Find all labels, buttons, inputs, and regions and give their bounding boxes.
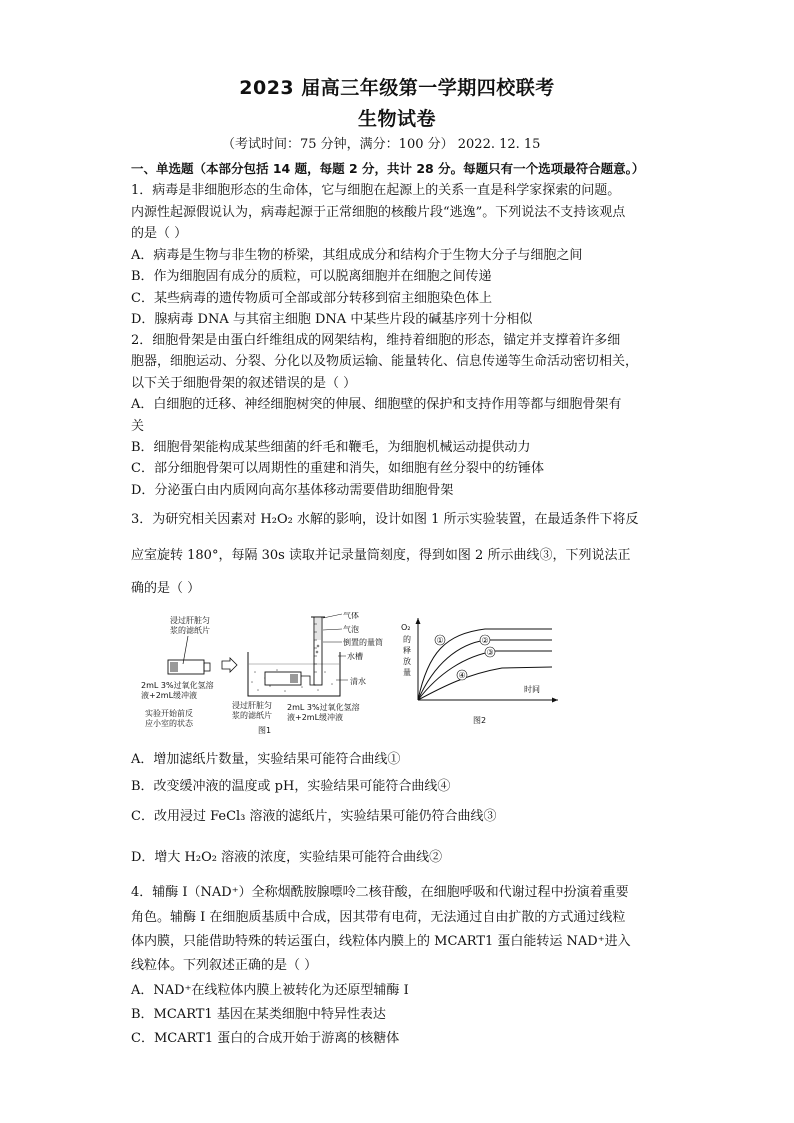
figure1-label-solution-left-2: 液+2mL缓冲液 <box>141 691 198 700</box>
q1-stem-line-3: 的是（ ） <box>131 226 188 241</box>
q1-option-b: B．作为细胞固有成分的质粒，可以脱离细胞并在细胞之间传递 <box>131 269 492 284</box>
q4-stem-line-4: 线粒体。下列叙述正确的是（ ） <box>131 958 318 973</box>
exam-title: 2023 届高三年级第一学期四校联考 <box>239 77 555 99</box>
q1-option-a: A．病毒是生物与非生物的桥梁，其组成成分和结构介于生物大分子与细胞之间 <box>131 248 583 263</box>
q4-stem-line-1: 4．辅酶 I（NAD⁺）全称烟酰胺腺嘌呤二核苷酸，在细胞呼吸和代谢过程中扮演着重要 <box>131 885 629 900</box>
q2-stem-line-1: 2．细胞骨架是由蛋白纤维组成的网架结构，维持着细胞的形态，锚定并支撑着许多细 <box>131 333 621 348</box>
figure1-label-solution-left-1: 2mL 3%过氧化氢溶 <box>141 681 214 690</box>
q3-stem-line-3: 确的是（ ） <box>131 581 201 596</box>
q4-stem-line-3: 体内膜，只能借助特殊的转运蛋白，线粒体内膜上的 MCART1 蛋白能转运 NAD⁺进入 <box>131 934 631 949</box>
q1-stem-line-2: 内源性起源假说认为，病毒起源于正常细胞的核酸片段“逃逸”。下列说法不支持该观点 <box>131 205 626 220</box>
q3-stem-line-2: 应室旋转 180°，每隔 30s 读取并记录量筒刻度，得到如图 2 所示曲线③，下列说法正 <box>131 548 631 563</box>
figure2-graph <box>401 618 558 725</box>
arrow-icon <box>222 658 237 672</box>
q3-option-b: B．改变缓冲液的温度或 pH，实验结果可能符合曲线④ <box>131 779 451 794</box>
q4-stem-line-2: 角色。辅酶 I 在细胞质基质中合成，因其带有电荷，无法通过自由扩散的方式通过线粒 <box>131 910 626 925</box>
curve-label-1: ① <box>436 636 444 645</box>
curve-label-4: ④ <box>458 671 466 680</box>
figure2-ylabel-3: 释 <box>403 646 411 655</box>
q2-option-a-cont: 关 <box>131 419 145 434</box>
q2-stem-line-3: 以下关于细胞骨架的叙述错误的是（ ） <box>131 376 357 391</box>
curve-label-2: ② <box>481 636 489 645</box>
q3-option-c: C．改用浸过 FeCl₃ 溶液的滤纸片，实验结果可能仍符合曲线③ <box>131 809 497 824</box>
q2-option-b: B．细胞骨架能构成某些细菌的纤毛和鞭毛，为细胞机械运动提供动力 <box>131 440 531 455</box>
q3-stem-line-1: 3．为研究相关因素对 H₂O₂ 水解的影响，设计如图 1 所示实验装置，在最适条件下将反 <box>131 512 639 527</box>
figure2-caption: 图2 <box>473 716 487 725</box>
figure2-ylabel-4: 放 <box>403 657 411 666</box>
figure2-ylabel-1: O₂ <box>401 623 411 632</box>
figure1-label-paper2-1: 浸过肝脏匀 <box>232 701 272 710</box>
figure1-label-water: 清水 <box>350 677 366 686</box>
figure1-label-state-1: 实验开始前反 <box>145 709 193 718</box>
q2-option-c: C．部分细胞骨架可以周期性的重建和消失，如细胞有丝分裂中的纺锤体 <box>131 461 544 476</box>
q2-stem-line-2: 胞器，细胞运动、分裂、分化以及物质运输、能量转化、信息传递等生命活动密切相关， <box>131 354 639 369</box>
q1-stem-line-1: 1．病毒是非细胞形态的生命体，它与细胞在起源上的关系一直是科学家探索的问题。 <box>131 183 621 198</box>
q2-option-a: A．白细胞的迁移、神经细胞树突的伸展、细胞壁的保护和支持作用等都与细胞骨架有 <box>131 397 622 412</box>
q1-option-c: C．某些病毒的遗传物质可全部或部分转移到宿主细胞染色体上 <box>131 291 492 306</box>
experiment-figure <box>140 612 560 742</box>
exam-subtitle: 生物试卷 <box>357 108 436 130</box>
q3-option-a: A．增加滤纸片数量，实验结果可能符合曲线① <box>131 752 401 767</box>
figure1-label-solution-right-2: 液+2mL缓冲液 <box>287 713 344 722</box>
figure1-label-bubble: 气泡 <box>343 625 359 634</box>
figure1-label-solution-right-1: 2mL 3%过氧化氢溶 <box>287 703 360 712</box>
q4-option-a: A．NAD⁺在线粒体内膜上被转化为还原型辅酶 I <box>131 983 409 998</box>
figure2-ylabel-5: 量 <box>403 668 411 677</box>
figure1-label-state-2: 应小室的状态 <box>145 719 193 728</box>
q1-option-d: D．腺病毒 DNA 与其宿主细胞 DNA 中某些片段的碱基序列十分相似 <box>131 312 533 327</box>
q3-option-d: D．增大 H₂O₂ 溶液的浓度，实验结果可能符合曲线② <box>131 850 443 865</box>
figure1-label-tank: 水槽 <box>347 652 363 661</box>
q2-option-d: D．分泌蛋白由内质网向高尔基体移动需要借助细胞骨架 <box>131 483 454 498</box>
q4-option-c: C．MCART1 蛋白的合成开始于游离的核糖体 <box>131 1031 400 1046</box>
figure1-right-apparatus <box>232 612 383 735</box>
figure2-xlabel: 时间 <box>524 685 540 694</box>
figure1-label-paper-1: 浸过肝脏匀 <box>170 616 210 625</box>
figure1-caption: 图1 <box>258 726 272 735</box>
curve-label-3: ③ <box>486 648 494 657</box>
q4-option-b: B．MCART1 基因在某类细胞中特异性表达 <box>131 1007 386 1022</box>
figure1-label-cylinder: 倒置的量筒 <box>343 638 383 647</box>
figure1-label-paper2-2: 浆的滤纸片 <box>232 711 272 720</box>
figure1-label-paper-2: 浆的滤纸片 <box>170 626 210 635</box>
section-heading: 一、单选题（本部分包括 14 题，每题 2 分，共计 28 分。每题只有一个选项最符合题意。） <box>131 161 645 176</box>
figure2-ylabel-2: 的 <box>403 635 411 644</box>
exam-info: （考试时间：75 分钟，满分：100 分） 2022. 12. 15 <box>222 137 541 152</box>
figure1-left-apparatus <box>141 615 237 728</box>
figure1-label-gas: 气体 <box>343 612 359 620</box>
